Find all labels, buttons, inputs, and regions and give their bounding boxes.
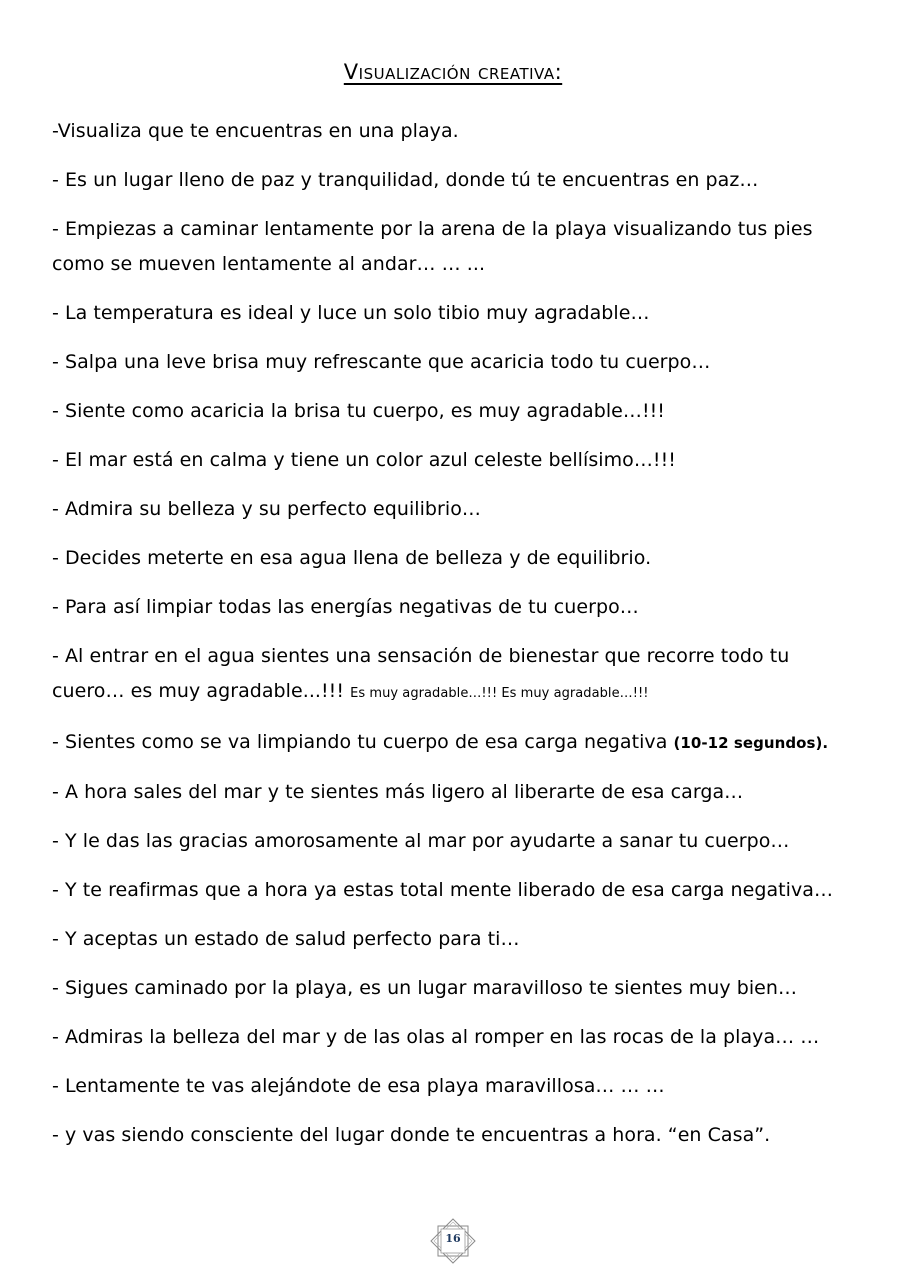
paragraph-line: - Para así limpiar todas las energías negativas de tu cuerpo… — [52, 596, 639, 618]
page-title: Visualización creativa: — [343, 60, 563, 84]
bienestar-text: - Al entrar en el agua sientes una sensación de bienestar que recorre todo tu cuero… es muy agradable...!!! — [52, 645, 790, 702]
paragraph-line: - La temperatura es ideal y luce un solo tibio muy agradable… — [52, 302, 650, 324]
paragraph-line: - Y aceptas un estado de salud perfecto para ti… — [52, 928, 520, 950]
paragraph-line: - Decides meterte en esa agua llena de belleza y de equilibrio. — [52, 547, 652, 569]
paragraph-line: - Admiras la belleza del mar y de las olas al romper en las rocas de la playa… … — [52, 1026, 820, 1048]
visualization-text — [52, 114, 862, 1167]
paragraph-line: - Es un lugar lleno de paz y tranquilidad, donde tú te encuentras en paz… — [52, 169, 759, 191]
paragraph-line: -Visualiza que te encuentras en una playa. — [52, 120, 459, 142]
page-number-badge — [430, 1218, 476, 1264]
paragraph-line: - Salpa una leve brisa muy refrescante que acaricia todo tu cuerpo… — [52, 351, 711, 373]
paragraph-line: - Empiezas a caminar lentamente por la arena de la playa visualizando tus pies como se mueven lentamente al andar… … ... — [52, 218, 813, 275]
paragraph-line: - Sigues caminado por la playa, es un lugar maravilloso te sientes muy bien… — [52, 977, 798, 999]
paragraph-line: - Y te reafirmas que a hora ya estas total mente liberado de esa carga negativa… — [52, 879, 834, 901]
duration-note: (10-12 segundos). — [673, 734, 829, 752]
bienestar-echo-2: Es muy agradable…!!! — [497, 686, 649, 701]
paragraph-line: - El mar está en calma y tiene un color azul celeste bellísimo…!!! — [52, 449, 676, 471]
paragraph-line: - Lentamente te vas alejándote de esa playa maravillosa… … … — [52, 1075, 665, 1097]
paragraph-line: - Siente como acaricia la brisa tu cuerpo, es muy agradable…!!! — [52, 400, 665, 422]
paragraph-line: - y vas siendo consciente del lugar donde te encuentras a hora. “en Casa”. — [52, 1124, 771, 1146]
bienestar-echo-1: Es muy agradable…!!! — [350, 686, 498, 701]
limpiando-text: - Sientes como se va limpiando tu cuerpo de esa carga negativa — [52, 731, 674, 753]
paragraph-line-limpiando — [52, 725, 862, 761]
paragraph-line: - Admira su belleza y su perfecto equilibrio… — [52, 498, 481, 520]
paragraph-line-bienestar — [52, 639, 862, 711]
page-number: 16 — [445, 1232, 461, 1245]
paragraph-line: - A hora sales del mar y te sientes más ligero al liberarte de esa carga… — [52, 781, 744, 803]
paragraph-line: - Y le das las gracias amorosamente al mar por ayudarte a sanar tu cuerpo… — [52, 830, 790, 852]
